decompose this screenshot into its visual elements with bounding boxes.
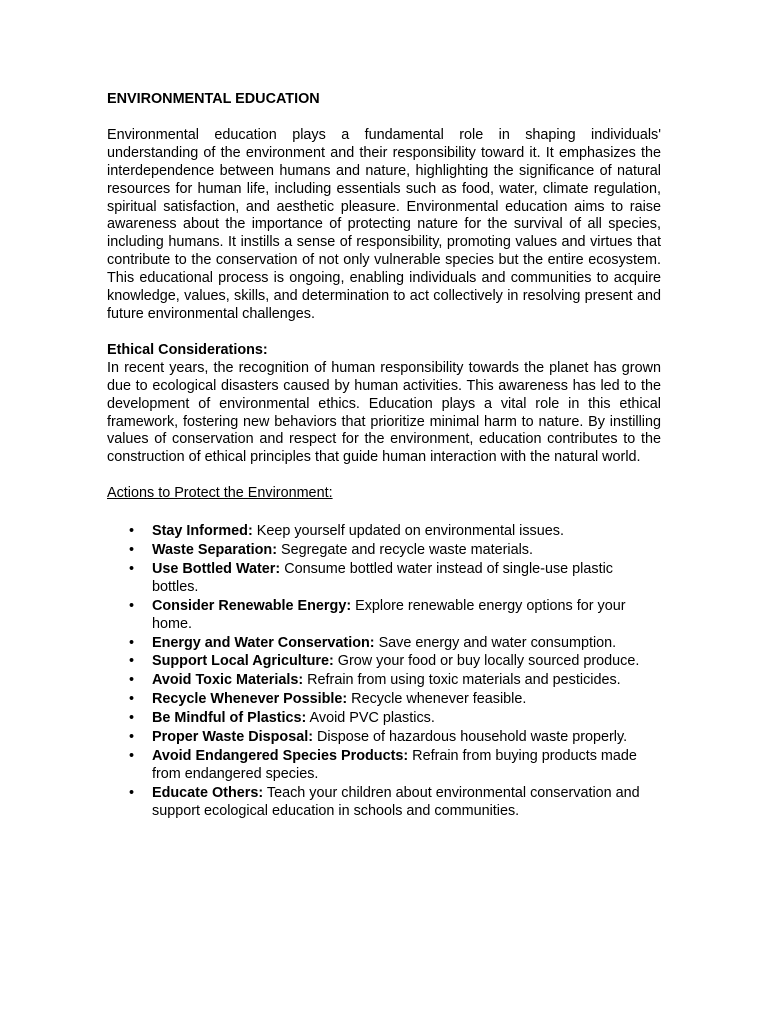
action-text: Explore renewable energy options for your home.	[152, 597, 626, 632]
action-title: Be Mindful of Plastics:	[152, 710, 307, 727]
action-title: Use Bottled Water:	[152, 560, 281, 577]
actions-heading: Actions to Protect the Environment:	[107, 485, 333, 502]
action-item-recycle	[129, 691, 661, 709]
action-item-energy-water-conservation	[129, 634, 661, 653]
action-text: Keep yourself updated on environmental issues.	[252, 523, 564, 540]
action-text: Avoid PVC plastics.	[306, 710, 435, 727]
action-item-educate-others	[129, 784, 661, 821]
action-item-waste-separation	[129, 542, 661, 560]
bullet-icon: •	[129, 597, 135, 614]
action-item-local-agriculture	[129, 653, 661, 671]
actions-list	[107, 523, 661, 821]
action-title: Consider Renewable Energy:	[152, 597, 352, 614]
action-text: Grow your food or buy locally sourced produce.	[333, 653, 640, 670]
action-text: Segregate and recycle waste materials.	[277, 542, 533, 559]
action-title: Avoid Toxic Materials:	[152, 672, 304, 689]
bullet-icon: •	[129, 729, 135, 746]
action-text: Teach your children about environmental conservation and support ecological education in schools and communities.	[152, 784, 640, 819]
document-title: ENVIRONMENTAL EDUCATION	[107, 91, 320, 107]
action-title: Energy and Water Conservation:	[152, 634, 375, 651]
action-text: Save energy and water consumption.	[374, 634, 617, 651]
ethics-heading: Ethical Considerations:	[107, 341, 268, 358]
action-title: Support Local Agriculture:	[152, 653, 334, 670]
action-item-plastics	[129, 710, 661, 728]
bullet-icon: •	[129, 710, 135, 727]
action-title: Waste Separation:	[152, 542, 278, 559]
action-item-endangered-species	[129, 748, 661, 784]
action-text: Dispose of hazardous household waste properly.	[313, 729, 628, 746]
action-item-waste-disposal	[129, 729, 661, 747]
action-item-use-bottled-water	[129, 560, 661, 597]
ethics-paragraph: In recent years, the recognition of human responsibility towards the planet has grown due to ecological disasters caused by human activities. This awareness has led to the development of environmental ethics. Education plays a vital role in this ethical framework, fostering new behaviors that prioritize minimal harm to nature. By instilling values of conservation and respect for the environment, education contributes to the construction of ethical principles that guide human interaction with the natural world.	[107, 359, 661, 466]
action-item-renewable-energy	[129, 597, 661, 634]
action-text: Recycle whenever feasible.	[347, 691, 527, 708]
bullet-icon: •	[129, 560, 135, 577]
action-text: Consume bottled water instead of single-use plastic bottles.	[152, 560, 613, 595]
action-title: Recycle Whenever Possible:	[152, 691, 348, 708]
bullet-icon: •	[129, 784, 135, 801]
bullet-icon: •	[129, 523, 135, 540]
action-title: Stay Informed:	[152, 523, 253, 540]
bullet-icon: •	[129, 634, 135, 651]
bullet-icon: •	[129, 691, 135, 708]
bullet-icon: •	[129, 748, 135, 764]
action-title: Avoid Endangered Species Products:	[152, 748, 409, 764]
bullet-icon: •	[129, 542, 135, 559]
bullet-icon: •	[129, 653, 135, 670]
bullet-icon: •	[129, 672, 135, 689]
action-title: Educate Others:	[152, 784, 264, 801]
action-item-stay-informed	[129, 523, 661, 541]
document-page	[107, 91, 661, 822]
action-item-toxic-materials	[129, 672, 661, 690]
action-text: Refrain from buying products made from endangered species.	[152, 748, 637, 782]
intro-paragraph: Environmental education plays a fundamental role in shaping individuals' understanding of the environment and their responsibility toward it. It emphasizes the interdependence between humans and nature, highlighting the significance of natural resources for human life, including essentials such as food, water, climate regulation, spiritual satisfaction, and aesthetic pleasure. Environmental education aims to raise awareness about the importance of protecting nature for the survival of all species, including humans. It instills a sense of responsibility, promoting values and virtues that contribute to the conservation of not only vulnerable species but the entire ecosystem. This educational process is ongoing, enabling individuals and communities to acquire knowledge, values, skills, and determination to act collectively in resolving present and future environmental challenges.	[107, 126, 661, 322]
action-title: Proper Waste Disposal:	[152, 729, 314, 746]
action-text: Refrain from using toxic materials and pesticides.	[303, 672, 621, 689]
